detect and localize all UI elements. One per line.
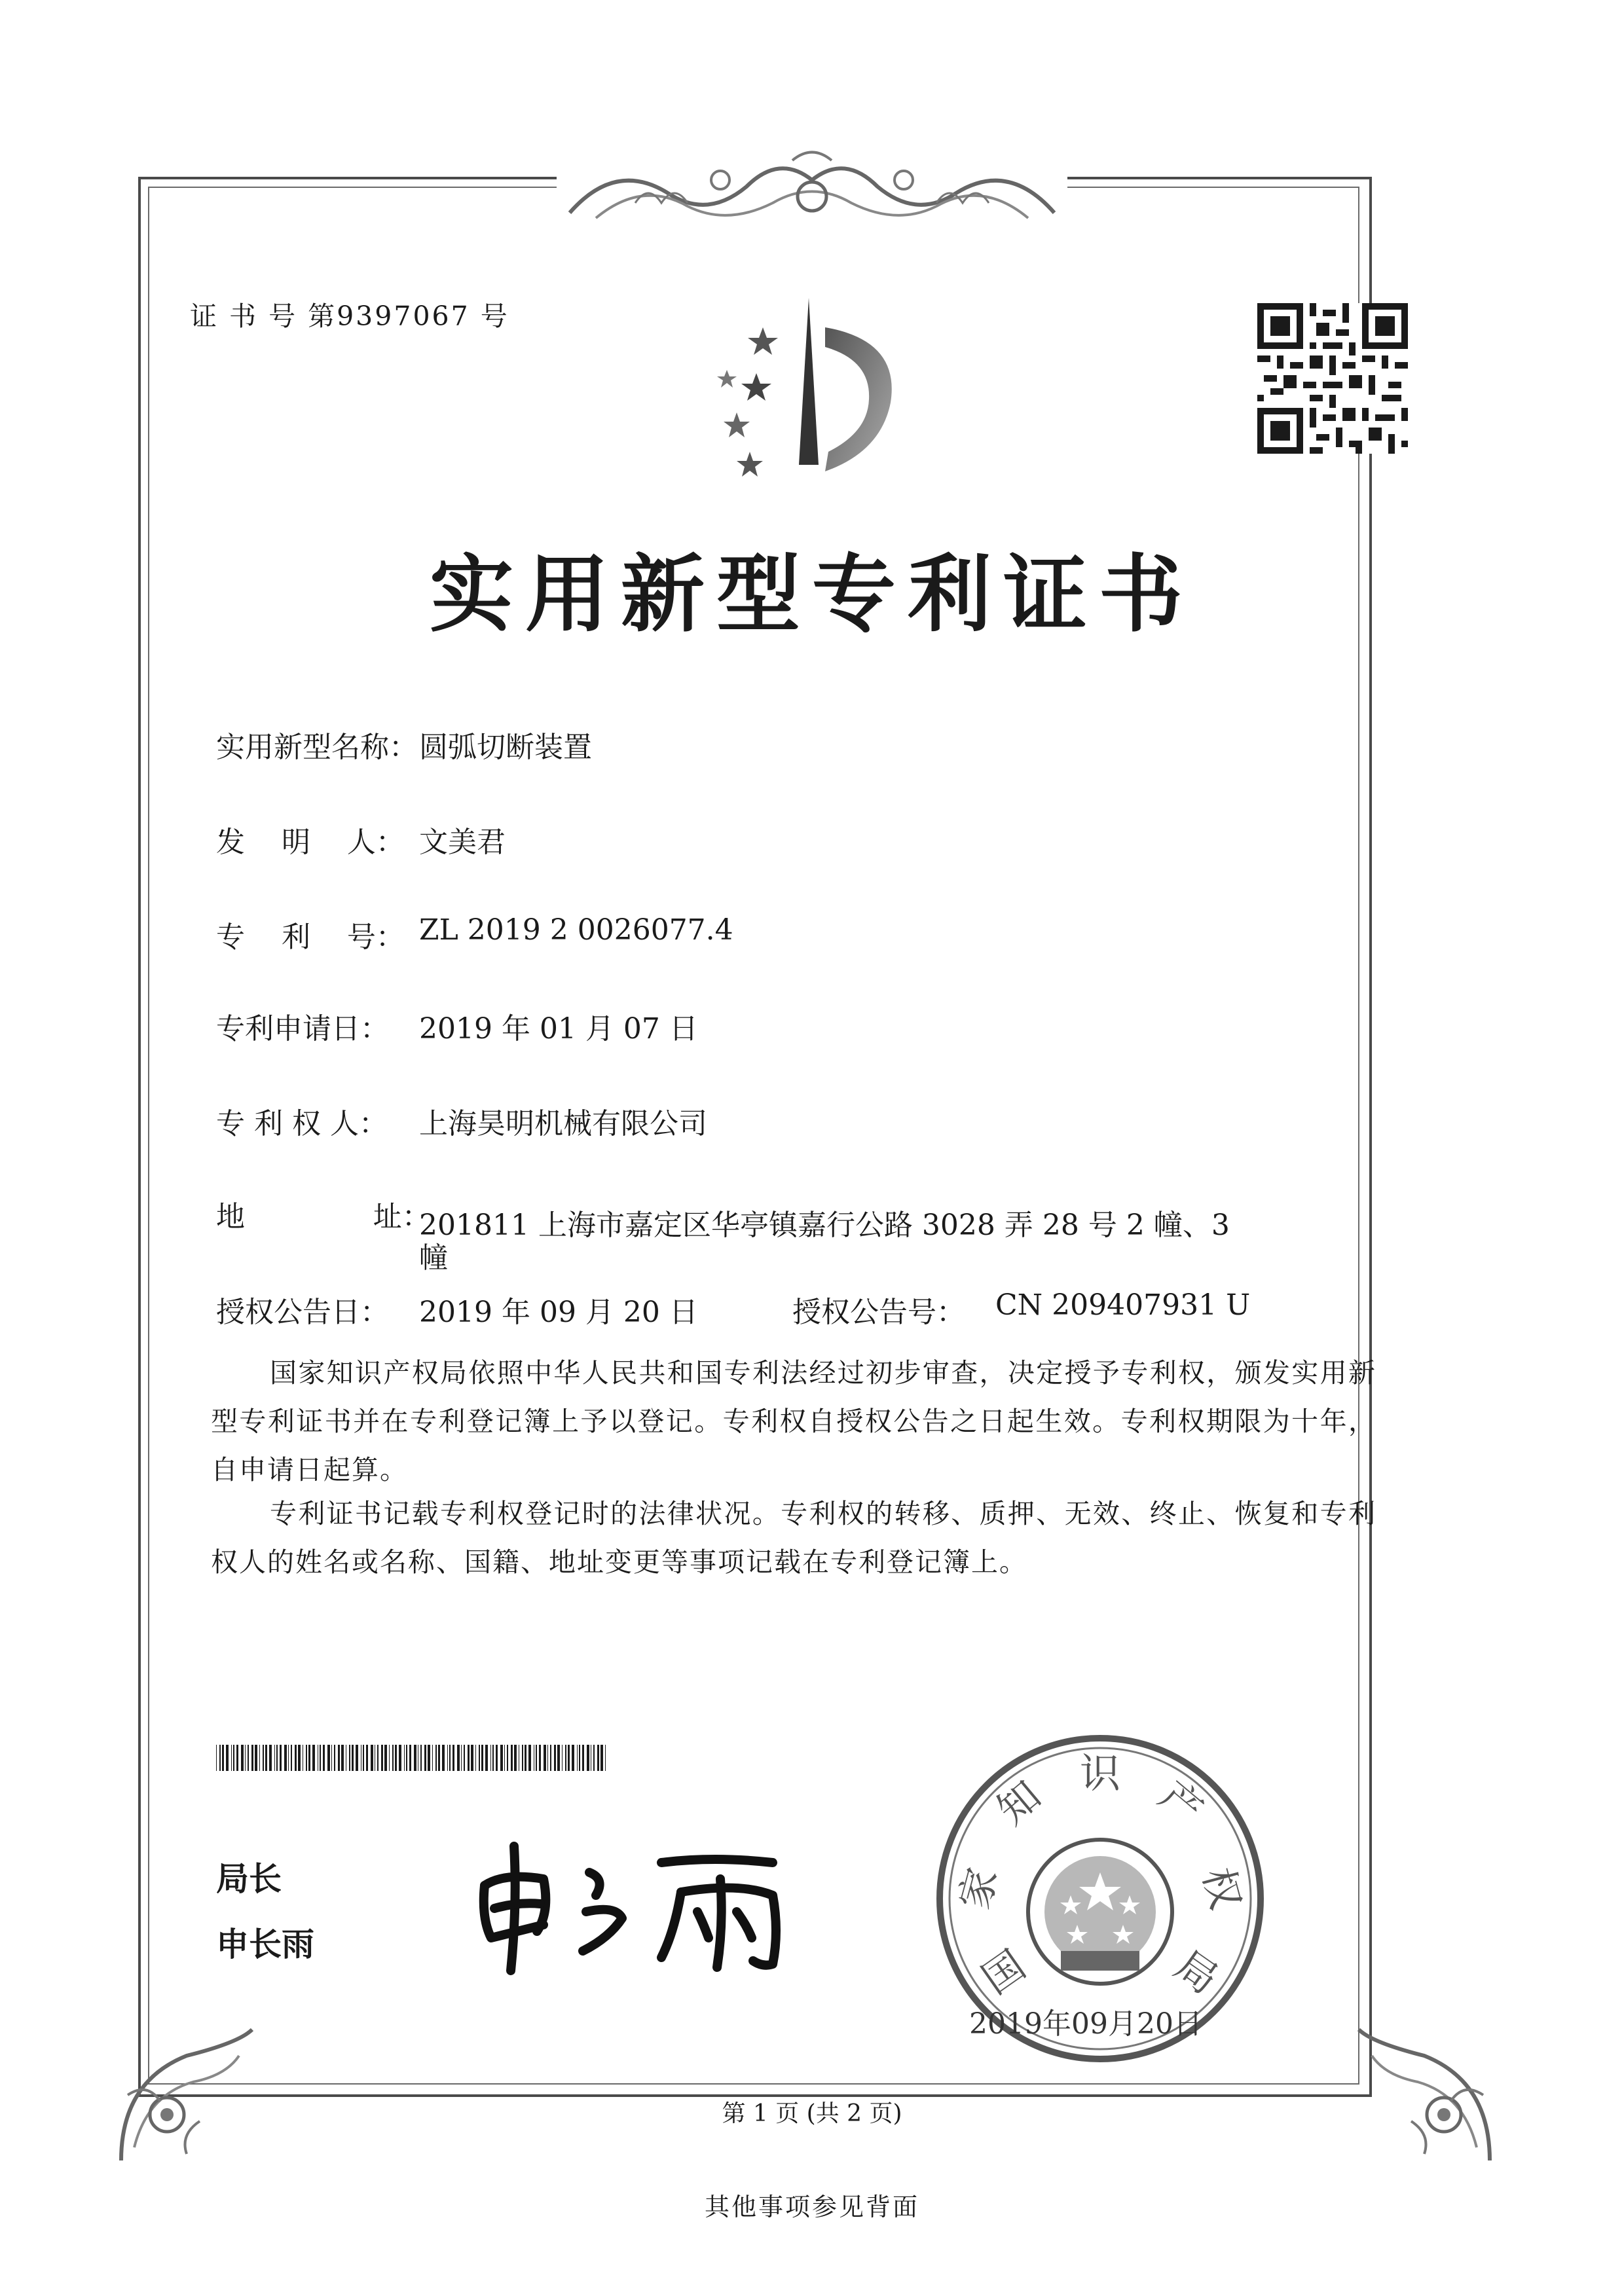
director-signature (465, 1833, 805, 1980)
field-value-address-line2: 幢 (419, 1241, 448, 1275)
patent-office-emblem-icon (684, 288, 946, 487)
barcode-icon (216, 1745, 609, 1774)
field-value-grant-date: 2019 年 09 月 20 日 (419, 1296, 698, 1329)
certificate-number: 证 书 号 第9397067 号 (190, 301, 509, 332)
field-value-inventor: 文美君 (419, 826, 506, 859)
legal-paragraph-1: 国家知识产权局依照中华人民共和国专利法经过初步审查，决定授予专利权，颁发实用新型专利证书并在专利登记簿上予以登记。专利权自授权公告之日起生效。专利权期限为十年，自申请日起算。 (211, 1357, 1376, 1485)
field-value-application-date: 2019 年 01 月 07 日 (419, 1012, 698, 1046)
director-name: 申长雨 (216, 1925, 314, 1963)
footer-note: 其他事项参见背面 (704, 2193, 919, 2221)
field-value-patentee: 上海昊明机械有限公司 (419, 1107, 707, 1140)
field-value-patent-number: ZL 2019 2 0026077.4 (419, 913, 733, 947)
svg-text:产: 产 (1150, 1771, 1213, 1834)
field-label-address: 地 址： (216, 1200, 431, 1233)
field-label-announcement-number: 授权公告号： (792, 1296, 965, 1329)
certificate-title: 实用新型专利证书 (429, 545, 1194, 644)
field-label-name: 实用新型名称： (216, 731, 418, 764)
svg-text:局: 局 (1166, 1941, 1227, 2004)
field-label-patent-number: 专 利 号： (216, 920, 405, 954)
svg-text:识: 识 (1079, 1749, 1121, 1797)
director-title: 局长 (216, 1860, 282, 1898)
field-value-announcement-number: CN 209407931 U (995, 1288, 1251, 1322)
field-value-name: 圆弧切断装置 (419, 731, 592, 764)
field-label-patentee: 专 利 权 人： (216, 1107, 388, 1140)
legal-paragraph-2: 专利证书记载专利权登记时的法律状况。专利权的转移、质押、无效、终止、恢复和专利权人的姓名或名称、国籍、地址变更等事项记载在专利登记簿上。 (211, 1498, 1376, 1578)
svg-text:家: 家 (950, 1863, 1007, 1914)
seal-date: 2019年09月20日 (969, 2007, 1202, 2041)
svg-text:国: 国 (973, 1941, 1035, 2004)
svg-text:知: 知 (987, 1771, 1050, 1834)
page-number: 第 1 页 (共 2 页) (722, 2100, 902, 2127)
field-label-inventor: 发 明 人： (216, 826, 405, 859)
qr-code-icon (1257, 303, 1408, 456)
svg-text:权: 权 (1193, 1863, 1251, 1914)
ornament-top-icon (557, 141, 1067, 235)
field-label-grant-date: 授权公告日： (216, 1296, 389, 1329)
field-value-address: 201811 上海市嘉定区华亭镇嘉行公路 3028 弄 28 号 2 幢、3 (419, 1209, 1230, 1242)
field-label-application-date: 专利申请日： (216, 1012, 389, 1046)
